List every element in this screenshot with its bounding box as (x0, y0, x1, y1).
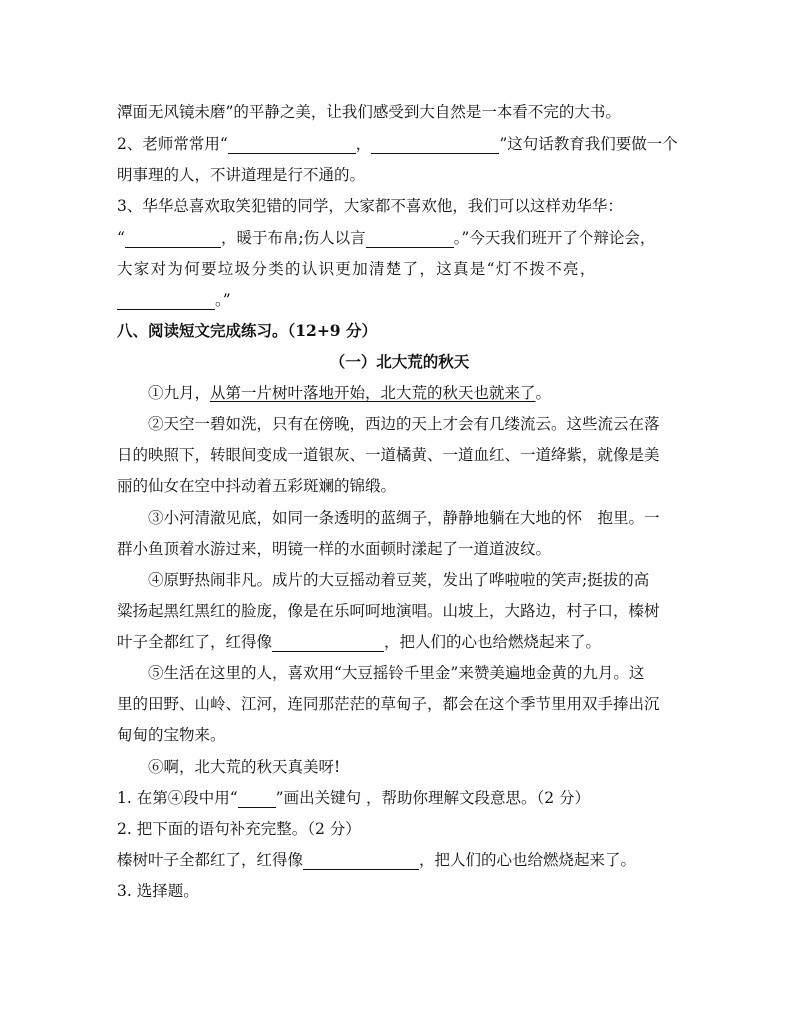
text-segment: 粱扬起黑红黑红的脸庞，像是在乐呵呵地演唱。山坡上，大路边，村子口，榛树 (117, 602, 660, 620)
answer-blank[interactable] (228, 137, 356, 154)
text-segment: 日的映照下，转眼间变成一道银灰、一道橘黄、一道血红、一道绛紫，就像是美 (117, 446, 660, 464)
underlined-key-sentence: 从第一片树叶落地开始，北大荒的秋天也就来了 (210, 384, 536, 402)
question-2 (117, 819, 682, 839)
passage-title (117, 352, 682, 372)
text-segment: ③小河清澈见底，如同一条透明的蓝绸子，静静地躺在大地的怀 抱里。一 (148, 509, 660, 527)
text-segment: 大家对为何要垃圾分类的认识更加清楚了，这真是“灯不拨不亮， (117, 260, 597, 278)
answer-blank[interactable] (117, 293, 215, 310)
paragraph-2-line (148, 414, 682, 434)
text-segment: ⑤生活在这里的人，喜欢用“大豆摇铃千里金”来赞美遍地金黄的九月。这 (148, 664, 645, 682)
text-segment: 榛树叶子全都红了，红得像 (117, 851, 304, 869)
text-segment: 潭面无风镜未磨”的平静之美，让我们感受到大自然是一本看不完的大书。 (117, 103, 621, 121)
paragraph-6 (148, 757, 682, 777)
question-3 (117, 881, 682, 901)
text-segment: 2. 把下面的语句补充完整。（2 分） (117, 820, 361, 838)
text-segment: ”画出关键句 ，帮助你理解文段意思。（2 分） (275, 789, 591, 807)
text-line (117, 165, 682, 185)
passage-title-text: （一）北大荒的秋天 (329, 352, 470, 371)
text-segment: 3. 选择题。 (117, 882, 199, 900)
text-line (117, 102, 682, 122)
paragraph-2-line (117, 476, 682, 496)
text-segment: ②天空一碧如洗，只有在傍晚，西边的天上才会有几缕流云。这些流云在落 (148, 415, 660, 433)
answer-blank[interactable] (366, 231, 454, 248)
text-segment: 甸甸的宝物来。 (117, 726, 226, 744)
text-segment: 3、华华总喜欢取笑犯错的同学，大家都不喜欢他，我们可以这样劝华华： (117, 197, 623, 215)
paragraph-4-line (117, 601, 682, 621)
answer-blank[interactable] (303, 853, 419, 870)
text-segment: 里的田野、山岭、江河，连同那茫茫的草甸子，都会在这个季节里用双手捧出沉 (117, 695, 660, 713)
section-title: 八、阅读短文完成练习。（12+9 分） (117, 321, 377, 340)
answer-blank[interactable] (371, 137, 499, 154)
text-line (117, 228, 682, 248)
text-segment: 明事理的人，不讲道理是行不通的。 (117, 166, 366, 184)
text-segment: ，把人们的心也给燃烧起来了。 (419, 851, 637, 869)
answer-blank[interactable] (272, 635, 384, 652)
text-segment: 群小鱼顶着水游过来，明镜一样的水面顿时漾起了一道道波纹。 (117, 540, 552, 558)
paragraph-1 (148, 383, 682, 403)
paragraph-5-line (148, 663, 682, 683)
text-segment: 叶子全都红了，红得像 (117, 633, 273, 651)
paragraph-4-line (117, 632, 682, 652)
text-segment: ，把人们的心也给燃烧起来了。 (384, 633, 602, 651)
question-2-line (117, 134, 682, 154)
text-line (117, 259, 682, 279)
text-segment: 。” (215, 291, 231, 309)
underline-sample (238, 791, 276, 808)
text-segment: 1. 在第④段中用“ (117, 789, 238, 807)
text-segment: ，暖于布帛;伤人以言 (220, 229, 366, 247)
section-heading (117, 321, 682, 341)
text-segment: ⑥啊，北大荒的秋天真美呀! (148, 758, 341, 776)
paragraph-2-line (117, 445, 682, 465)
paragraph-5-line (117, 725, 682, 745)
text-segment: 2、老师常常用“ (117, 135, 228, 153)
text-segment: 丽的仙女在空中抖动着五彩斑斓的锦缎。 (117, 477, 397, 495)
text-segment: 。”今天我们班开了个辩论会， (453, 229, 656, 247)
question-3-line (117, 196, 682, 216)
text-segment: ”这句话教育我们要做一个 (499, 135, 678, 153)
answer-blank[interactable] (125, 231, 221, 248)
paragraph-4-line (148, 570, 682, 590)
text-line (117, 290, 682, 310)
paragraph-5-line (117, 694, 682, 714)
text-segment: ①九月， (148, 384, 211, 402)
paragraph-3-line (117, 539, 682, 559)
text-segment: ， (355, 135, 372, 153)
paragraph-3-line (148, 508, 682, 528)
text-segment: ④原野热闹非凡。成片的大豆摇动着豆荚，发出了哗啦啦的笑声;挺拔的高 (148, 571, 650, 589)
question-2-fill-line (117, 850, 682, 870)
question-1 (117, 788, 682, 808)
text-segment: 。 (535, 384, 552, 402)
text-segment: “ (117, 229, 125, 247)
